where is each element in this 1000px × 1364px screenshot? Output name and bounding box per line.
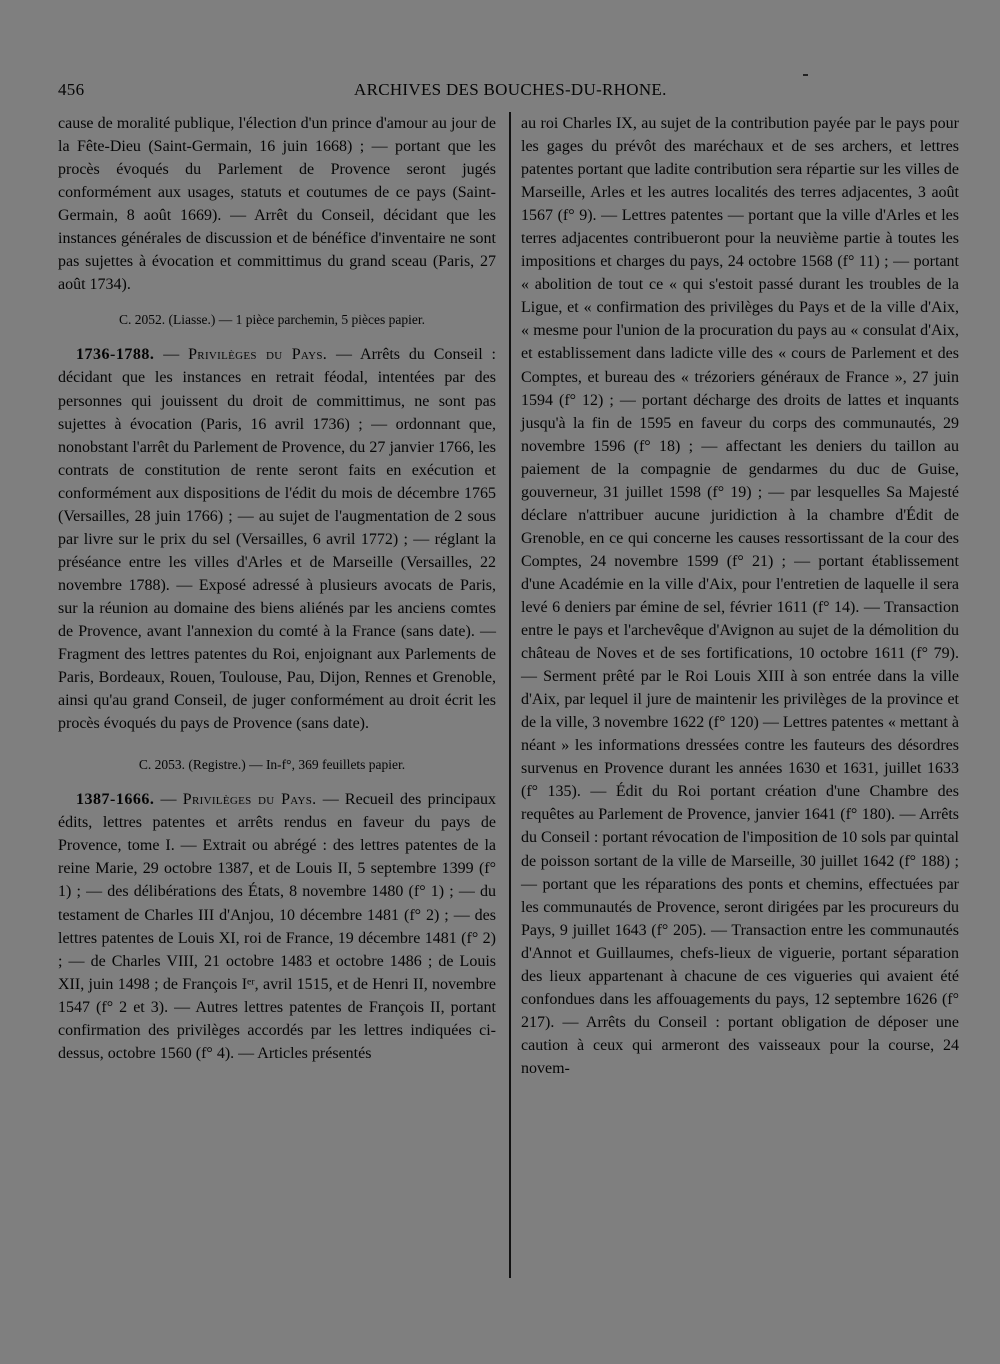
entry-text: — Arrêts du Conseil : décidant que les instances en retrait féodal, intentées par des personnes qui jouissent du droit de committimus, ne sont pas sujettes à évocation (Paris, 16 avril 1736) ; — ordonnant que, nonobstant l'arrêt du Parlement de Provence, du 27 janvier 1766, les contrats de constitution de rente seront faits en exécution et conformément aux dispositions de l'édit du mois de décembre 1765 (Versailles, 28 juin 1766) ; — au sujet de l'augmentation de 2 sous par livre sur le prix du sel (Versailles, 6 avril 1772) ; — réglant la préséance entre les villes d'Arles et de Marseille (Versailles, 22 novembre 1788). — Exposé adressé à plusieurs avocats de Paris, sur la réunion au domaine des biens aliénés par les anciens comtes de Provence, avant l'annexion du comté à la France (sans date). — Fragment des lettres patentes du Roi, enjoignant aux Parlements de Paris, Bordeaux, Rouen, Toulouse, Pau, Dijon, Rennes et Grenoble, ainsi qu'au grand Conseil, de juger conformément au droit écrit les procès évoqués du pays de Provence (sans date). (58, 346, 496, 733)
column-divider (509, 112, 511, 1278)
right-column (521, 112, 959, 1080)
entry-years: 1736-1788. (76, 346, 155, 364)
entry-dash: — (154, 346, 189, 364)
entry-1387-1666 (58, 788, 496, 1065)
archive-reference: C. 2053. (Registre.) — In-f°, 369 feuillets papier. (138, 757, 406, 773)
entry-1736-1788 (58, 343, 496, 735)
page-number: 456 (58, 80, 85, 99)
paragraph-continuation: au roi Charles IX, au sujet de la contribution payée par le pays pour les gages du prévôt des maréchaux et de ses archers, et lettres patentes portant que ladite contribution sera répartie sur les villes de Marseille, Arles et les autres localités des terres adjacentes, 3 août 1567 (f° 9). — Lettres patentes — portant que la ville d'Arles et les terres adjacentes contribueront pour la neuvième partie à toutes les impositions et charges du pays, 24 octobre 1568 (f° 11) ; — portant « abolition de tout ce « qui s'estoit passé durant les troubles de la Ligue, et « confirmation des privilèges du Pays et de la ville d'Aix, « mesme pour l'union de la procuration du pays au « consulat d'Aix, et establissement dans ladicte ville des « cours de Parlement et des Comptes, et bureau des « trézoriers généraux de France », 27 juin 1594 (f° 12) ; — portant décharge des droits de lattes et inquants jusqu'à la fin de 1595 en faveur du corps des communautés, 29 novembre 1596 (f° 18) ; — affectant les deniers du taillon au paiement de la compagnie de gendarmes du duc de Guise, gouverneur, 31 juillet 1598 (f° 19) ; — par lesquelles Sa Majesté déclare n'attribuer aucune juridiction à la chambre d'Édit de Grenoble, en ce qui concerne les causes ressortissant de la cour des Comptes, 24 novembre 1599 (f° 21) ; — portant établissement d'une Académie en la ville d'Aix, pour l'entretien de laquelle il sera levé 6 deniers par émine de sel, février 1611 (f° 14). — Transaction entre le pays et l'archevêque d'Avignon au sujet de la démolition du château de Noves et de ses fortifications, 10 octobre 1611 (f° 79). — Serment prêté par le Roi Louis XIII à son entrée dans la ville d'Aix, par lequel il jure de maintenir les privilèges de la province et de la ville, 3 novembre 1622 (f° 120) — Lettres patentes « mettant à néant » les informations dressées contre les fauteurs des désordres survenus en Provence durant les années 1630 et 1631, juillet 1633 (f° 135). — Édit du Roi portant création d'une Chambre des requêtes au Parlement de Provence, janvier 1641 (f° 180). — Arrêts du Conseil : portant révocation de l'imposition de 10 sols par quintal de poisson sortant de la ville de Marseille, 30 juillet 1642 (f° 188) ; — portant que les réparations des ponts et chemins, effectuées par les communautés de Provence, seront dirigées par les procureurs du Pays, 9 juillet 1643 (f° 205). — Transaction entre les communautés d'Annot et Guillaumes, chefs-lieux de viguerie, portant séparation des lieux appartenant à chacune de ces vigueries qui avaient été confondues dans les affouagements du pays, 12 septembre 1626 (f° 217). — Arrêts du Conseil : portant obligation de déposer une caution à ceux qui armeront des vaisseaux pour la course, 24 novem- (521, 115, 959, 1077)
entry-rubric: Privilèges du Pays. (182, 791, 317, 809)
running-head: ARCHIVES DES BOUCHES-DU-RHONE. (354, 80, 667, 99)
entry-rubric: Privilèges du Pays. (188, 346, 328, 364)
entry-text: — Recueil des principaux édits, lettres patentes et arrêts rendus en faveur du pays de Provence, tome I. — Extrait ou abrégé : des lettres patentes de la reine Marie, 29 octobre 1387, et de Louis II, 5 septembre 1399 (f° 1) ; — des délibérations des États, 8 novembre 1480 (f° 1) ; — du testament de Charles III d'Anjou, 10 décembre 1481 (f° 2) ; — des lettres patentes de Louis XI, roi de France, 19 décembre 1481 (f° 2) ; — de Charles VIII, 21 octobre 1483 et octobre 1486 ; de Louis XII, juin 1498 ; de François Iᵉʳ, avril 1515, et de Henri II, novembre 1547 (f° 2 et 3). — Autres lettres patentes de François II, portant confirmation des privilèges accordés par les lettres indiquées ci-dessus, octobre 1560 (f° 4). — Articles présentés (58, 791, 496, 1062)
entry-years: 1387-1666. (76, 791, 155, 809)
left-column (58, 112, 496, 1065)
print-speck (803, 74, 808, 76)
entry-dash: — (154, 791, 183, 809)
page-header (58, 80, 958, 106)
paragraph-continuation: cause de moralité publique, l'élection d'un prince d'amour au jour de la Fête-Dieu (Saint-Germain, 16 juin 1668) ; — portant que les procès évoqués du Parlement de Provence seront jugés conformément aux usages, statuts et coutumes de ce pays (Saint-Germain, 8 août 1669). — Arrêt du Conseil, décidant que les instances générales de discussion et de bénéfice d'inventaire ne sont pas sujettes à évocation et committimus du grand sceau (Paris, 27 août 1734). (58, 115, 496, 294)
archive-reference: C. 2052. (Liasse.) — 1 pièce parchemin, 5 pièces papier. (119, 312, 425, 328)
